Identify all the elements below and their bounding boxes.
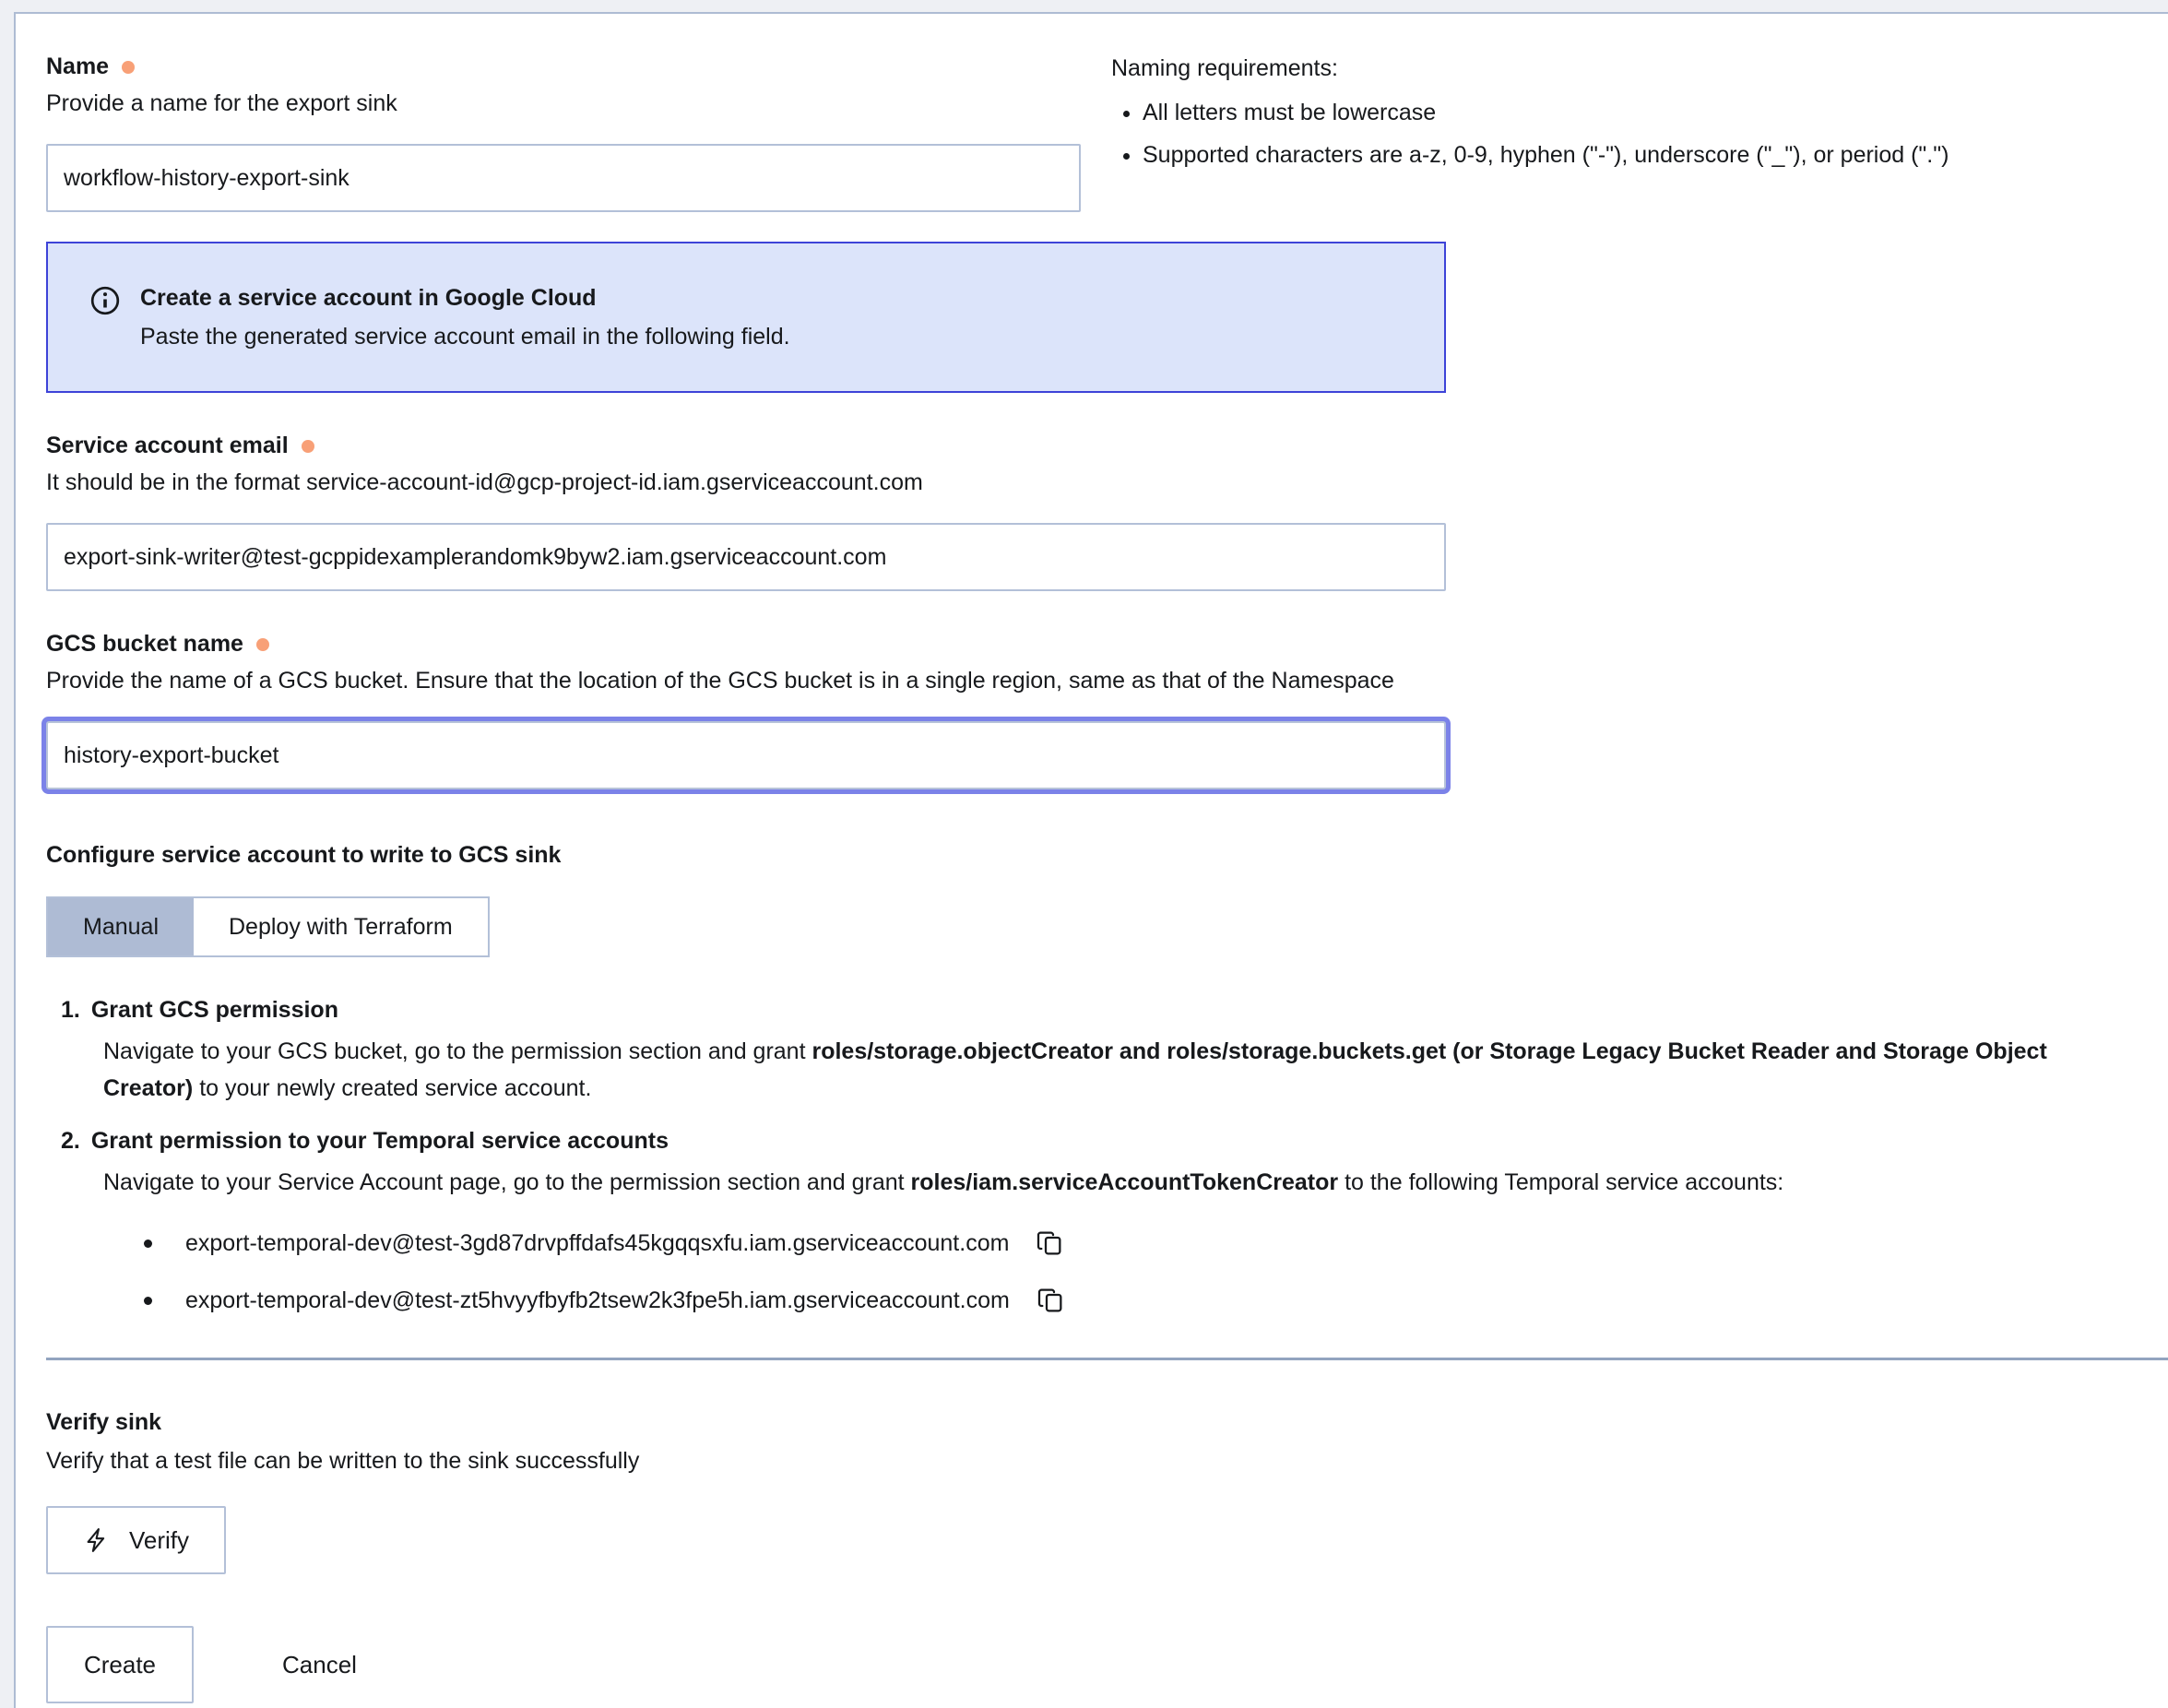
bullet <box>144 1297 152 1305</box>
name-input[interactable] <box>46 144 1081 212</box>
verify-sink-description: Verify that a test file can be written to the sink successfully <box>46 1448 640 1474</box>
copy-icon <box>1035 1228 1064 1258</box>
naming-requirements <box>1111 51 2168 171</box>
step-grant-temporal-permission <box>61 1125 2168 1315</box>
service-account-description: It should be in the format service-account-id@gcp-project-id.iam.gserviceaccount.com <box>46 469 923 495</box>
temporal-service-account-email: export-temporal-dev@test-3gd87drvpffdafs45kgqqsxfu.iam.gserviceaccount.com <box>185 1229 1010 1256</box>
tab-manual[interactable]: Manual <box>48 898 194 955</box>
step-title: Grant permission to your Temporal service accounts <box>90 1128 669 1154</box>
bullet <box>144 1239 152 1248</box>
bucket-section <box>46 628 2168 789</box>
bucket-description: Provide the name of a GCS bucket. Ensure that the location of the GCS bucket is in a single region, same as that of the Namespace <box>46 668 1394 694</box>
list-item <box>144 1286 2168 1315</box>
name-section <box>46 51 2168 212</box>
step-number: 1. <box>61 997 80 1023</box>
verify-sink-title: Verify sink <box>46 1409 162 1435</box>
name-label: Name <box>46 53 110 79</box>
export-sink-form <box>14 12 2168 1708</box>
info-box-title: Create a service account in Google Cloud <box>140 285 597 311</box>
bucket-label: GCS bucket name <box>46 631 243 657</box>
gcs-bucket-name-input[interactable] <box>46 721 1446 789</box>
configure-tabs <box>46 896 490 957</box>
step-title: Grant GCS permission <box>90 997 338 1023</box>
temporal-service-accounts <box>144 1228 2168 1315</box>
naming-requirements-title: Naming requirements: <box>1111 55 1338 81</box>
required-indicator <box>256 638 269 651</box>
section-divider <box>46 1358 2168 1360</box>
cancel-button[interactable]: Cancel <box>282 1650 357 1678</box>
list-item <box>144 1228 2168 1258</box>
service-account-section <box>46 430 2168 591</box>
tab-deploy-with-terraform[interactable]: Deploy with Terraform <box>229 913 453 940</box>
verify-button[interactable]: Verify <box>46 1506 226 1574</box>
copy-button[interactable] <box>1036 1286 1065 1315</box>
name-label-row <box>46 51 1081 82</box>
temporal-service-account-email: export-temporal-dev@test-zt5hvyyfbyfb2tsew2k3fpe5h.iam.gserviceaccount.com <box>185 1287 1010 1313</box>
service-account-email-input[interactable] <box>46 523 1446 591</box>
lightning-icon <box>83 1526 111 1554</box>
step-instructions: Navigate to your GCS bucket, go to the permission section and grant roles/storage.objectCreator and roles/storage.buckets.get (or Storage Legacy Bucket Reader and Storage Object Creator) to your newly created service account. <box>103 1038 2047 1101</box>
step-number: 2. <box>61 1128 80 1154</box>
form-actions <box>46 1626 2168 1703</box>
step-instructions: Navigate to your Service Account page, go to the permission section and grant roles/iam.serviceAccountTokenCreator to the following Temporal service accounts: <box>103 1169 1784 1195</box>
copy-icon <box>1036 1286 1065 1315</box>
required-indicator <box>122 61 135 74</box>
required-indicator <box>302 440 314 453</box>
service-account-label: Service account email <box>46 433 289 458</box>
copy-button[interactable] <box>1035 1228 1064 1258</box>
create-button[interactable]: Create <box>46 1626 194 1703</box>
info-box-text: Paste the generated service account email in the following field. <box>140 324 790 350</box>
service-account-info-box <box>46 242 1446 393</box>
naming-requirement-item: • All letters must be lowercase <box>1143 97 2168 128</box>
manual-steps <box>61 994 2168 1315</box>
configure-section-title: Configure service account to write to GCS sink <box>46 842 562 868</box>
name-description: Provide a name for the export sink <box>46 90 397 116</box>
naming-requirement-item: • Supported characters are a-z, 0-9, hyphen ("-"), underscore ("_"), or period (".") <box>1143 139 2168 171</box>
info-icon <box>89 282 122 352</box>
step-grant-gcs-permission <box>61 994 2168 1107</box>
